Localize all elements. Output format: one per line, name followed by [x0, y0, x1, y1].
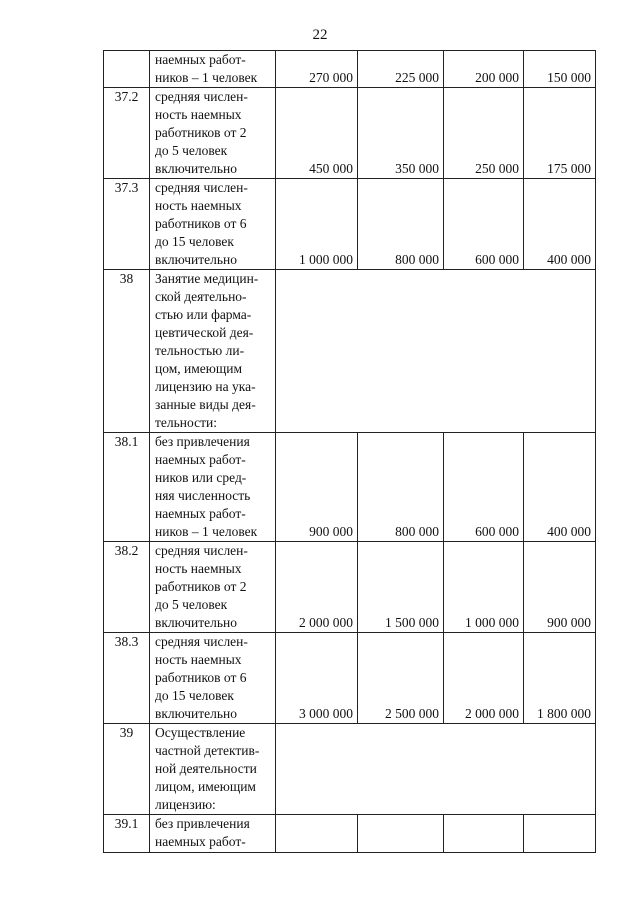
description-line: средняя числен- — [155, 543, 248, 558]
value-cell: 200 000 — [444, 51, 524, 88]
value-cell: 400 000 — [524, 433, 596, 542]
table-row — [104, 724, 596, 815]
table-row — [104, 542, 596, 633]
description-line: лицензию: — [155, 797, 216, 812]
value-cell: 1 800 000 — [524, 633, 596, 724]
row-number: 38 — [104, 270, 150, 433]
row-number: 39.1 — [104, 815, 150, 853]
row-number: 39 — [104, 724, 150, 815]
merged-empty-cell — [276, 724, 596, 815]
value-cell: 2 000 000 — [276, 542, 358, 633]
description-line: стью или фарма- — [155, 307, 252, 322]
description-line: наемных работ- — [155, 452, 246, 467]
value-cell: 1 000 000 — [276, 179, 358, 270]
value-cell: 900 000 — [276, 433, 358, 542]
description-line: до 15 человек — [155, 234, 234, 249]
description-line: средняя числен- — [155, 634, 248, 649]
value-cell: 2 500 000 — [358, 633, 444, 724]
description-line: работников от 6 — [155, 216, 247, 231]
value-cell: 2 000 000 — [444, 633, 524, 724]
row-number: 37.3 — [104, 179, 150, 270]
value-cell: 900 000 — [524, 542, 596, 633]
value-cell: 3 000 000 — [276, 633, 358, 724]
value-cell: 250 000 — [444, 88, 524, 179]
row-description — [150, 542, 276, 633]
table-row — [104, 88, 596, 179]
value-cell — [358, 815, 444, 853]
row-description — [150, 724, 276, 815]
description-line: работников от 6 — [155, 670, 247, 685]
description-line: ной деятельности — [155, 761, 257, 776]
description-line: до 5 человек — [155, 143, 228, 158]
description-line: включительно — [155, 161, 238, 176]
row-description — [150, 270, 276, 433]
description-line: тельностью ли- — [155, 343, 245, 358]
description-line: ность наемных — [155, 198, 242, 213]
table-row — [104, 633, 596, 724]
value-cell: 150 000 — [524, 51, 596, 88]
description-line: ность наемных — [155, 652, 242, 667]
description-line: Занятие медицин- — [155, 271, 259, 286]
description-line: ников – 1 человек — [155, 524, 258, 539]
table-row — [104, 51, 596, 88]
description-line: наемных работ- — [155, 52, 246, 67]
description-line: включительно — [155, 706, 238, 721]
tax-rate-table — [103, 50, 596, 853]
value-cell: 1 000 000 — [444, 542, 524, 633]
description-line: ской деятельно- — [155, 289, 247, 304]
value-cell: 800 000 — [358, 179, 444, 270]
description-line: ность наемных — [155, 107, 242, 122]
description-line: тельности: — [155, 415, 217, 430]
value-cell: 600 000 — [444, 433, 524, 542]
description-line: ников или сред- — [155, 470, 247, 485]
row-number: 38.2 — [104, 542, 150, 633]
value-cell — [524, 815, 596, 853]
row-description — [150, 633, 276, 724]
table-row — [104, 179, 596, 270]
description-line: до 15 человек — [155, 688, 234, 703]
value-cell: 600 000 — [444, 179, 524, 270]
value-cell — [444, 815, 524, 853]
description-line: лицом, имеющим — [155, 779, 256, 794]
description-line: частной детектив- — [155, 743, 260, 758]
table-row — [104, 433, 596, 542]
description-line: Осуществление — [155, 725, 246, 740]
page-number: 22 — [312, 27, 328, 43]
description-line: средняя числен- — [155, 89, 248, 104]
value-cell: 270 000 — [276, 51, 358, 88]
description-line: занные виды дея- — [155, 397, 256, 412]
description-line: ность наемных — [155, 561, 242, 576]
description-line: лицензию на ука- — [155, 379, 256, 394]
description-line: наемных работ- — [155, 506, 246, 521]
value-cell — [276, 815, 358, 853]
description-line: работников от 2 — [155, 125, 247, 140]
row-description — [150, 179, 276, 270]
description-line: цевтической дея- — [155, 325, 254, 340]
description-line: няя численность — [155, 488, 251, 503]
row-number — [104, 51, 150, 88]
table-row — [104, 270, 596, 433]
row-description — [150, 433, 276, 542]
row-number: 37.2 — [104, 88, 150, 179]
description-line: до 5 человек — [155, 597, 228, 612]
description-line: включительно — [155, 615, 238, 630]
description-line: наемных работ- — [155, 834, 246, 849]
table-row — [104, 815, 596, 853]
value-cell: 450 000 — [276, 88, 358, 179]
value-cell: 225 000 — [358, 51, 444, 88]
row-number: 38.3 — [104, 633, 150, 724]
value-cell: 1 500 000 — [358, 542, 444, 633]
description-line: без привлечения — [155, 434, 250, 449]
description-line: включительно — [155, 252, 238, 267]
value-cell: 800 000 — [358, 433, 444, 542]
description-line: средняя числен- — [155, 180, 248, 195]
value-cell: 175 000 — [524, 88, 596, 179]
merged-empty-cell — [276, 270, 596, 433]
description-line: ников – 1 человек — [155, 70, 258, 85]
row-description — [150, 815, 276, 853]
description-line: цом, имеющим — [155, 361, 243, 376]
value-cell: 400 000 — [524, 179, 596, 270]
description-line: без привлечения — [155, 816, 250, 831]
description-line: работников от 2 — [155, 579, 247, 594]
row-description — [150, 51, 276, 88]
row-number: 38.1 — [104, 433, 150, 542]
row-description — [150, 88, 276, 179]
value-cell: 350 000 — [358, 88, 444, 179]
